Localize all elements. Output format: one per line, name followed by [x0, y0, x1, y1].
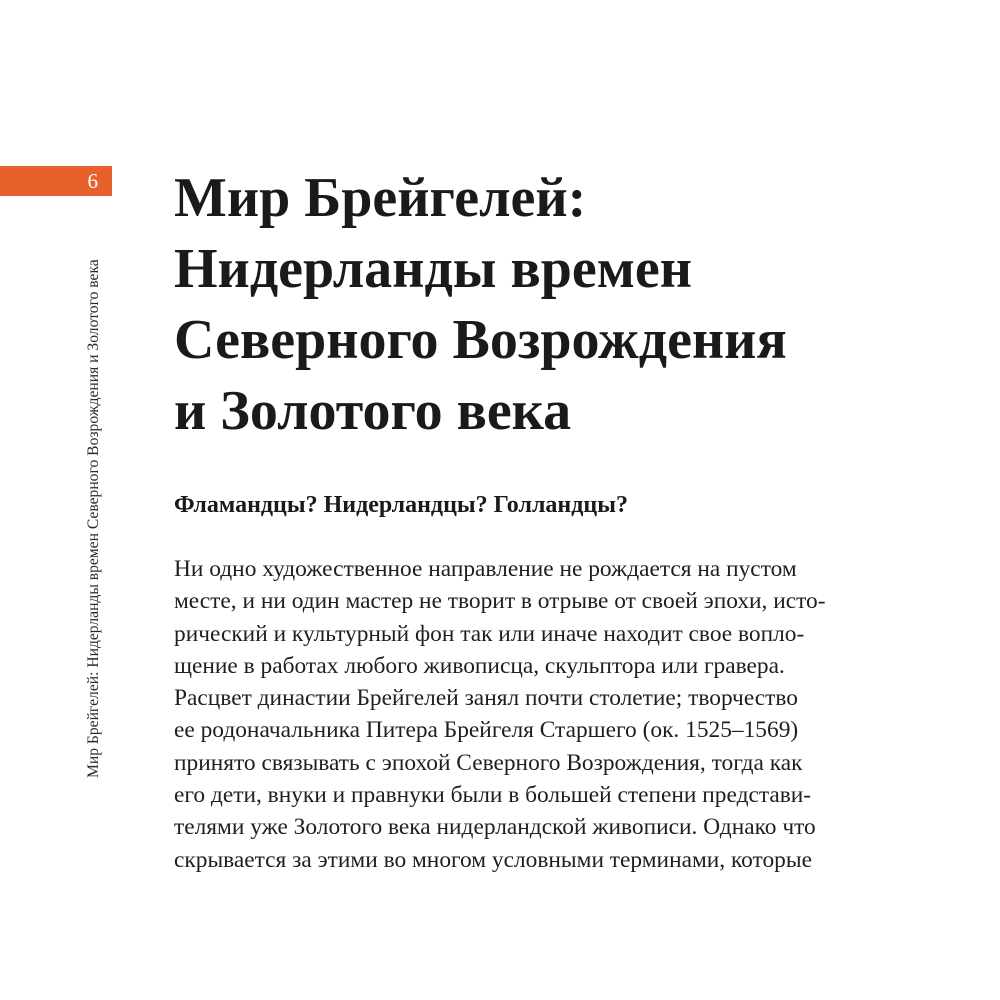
body-line: его дети, внуки и правнуки были в большей степени представи- — [174, 782, 812, 809]
section-heading: Фламандцы? Нидерландцы? Голландцы? — [174, 492, 628, 518]
body-paragraph — [174, 553, 934, 876]
page-number-tab — [0, 166, 112, 196]
body-line: ее родоначальника Питера Брейгеля Старшего (ок. 1525–1569) — [174, 717, 799, 744]
chapter-title-line: Северного Возрождения — [174, 309, 787, 371]
body-line: скрывается за этими во многом условными терминами, которые — [174, 846, 812, 873]
body-line: месте, и ни один мастер не творит в отрыве от своей эпохи, исто- — [174, 588, 826, 615]
chapter-title-line: и Золотого века — [174, 380, 572, 442]
body-line: телями уже Золотого века нидерландской живописи. Однако что — [174, 814, 816, 841]
chapter-title-line: Нидерланды времен — [174, 238, 692, 300]
running-head: Мир Брейгелей: Нидерланды времен Северного Возрождения и Золотого века — [85, 259, 102, 778]
body-line: щение в работах любого живописца, скульптора или гравера. — [174, 652, 785, 679]
chapter-title-line: Мир Брейгелей: — [174, 167, 587, 229]
chapter-title — [174, 163, 974, 447]
body-line: Ни одно художественное направление не рождается на пустом — [174, 556, 797, 582]
body-line: принято связывать с эпохой Северного Возрождения, тогда как — [174, 749, 803, 776]
body-line: Расцвет династии Брейгелей занял почти столетие; творчество — [174, 685, 798, 712]
body-line: рический и культурный фон так или иначе находит свое вопло- — [174, 620, 805, 647]
page-number: 6 — [87, 169, 98, 193]
